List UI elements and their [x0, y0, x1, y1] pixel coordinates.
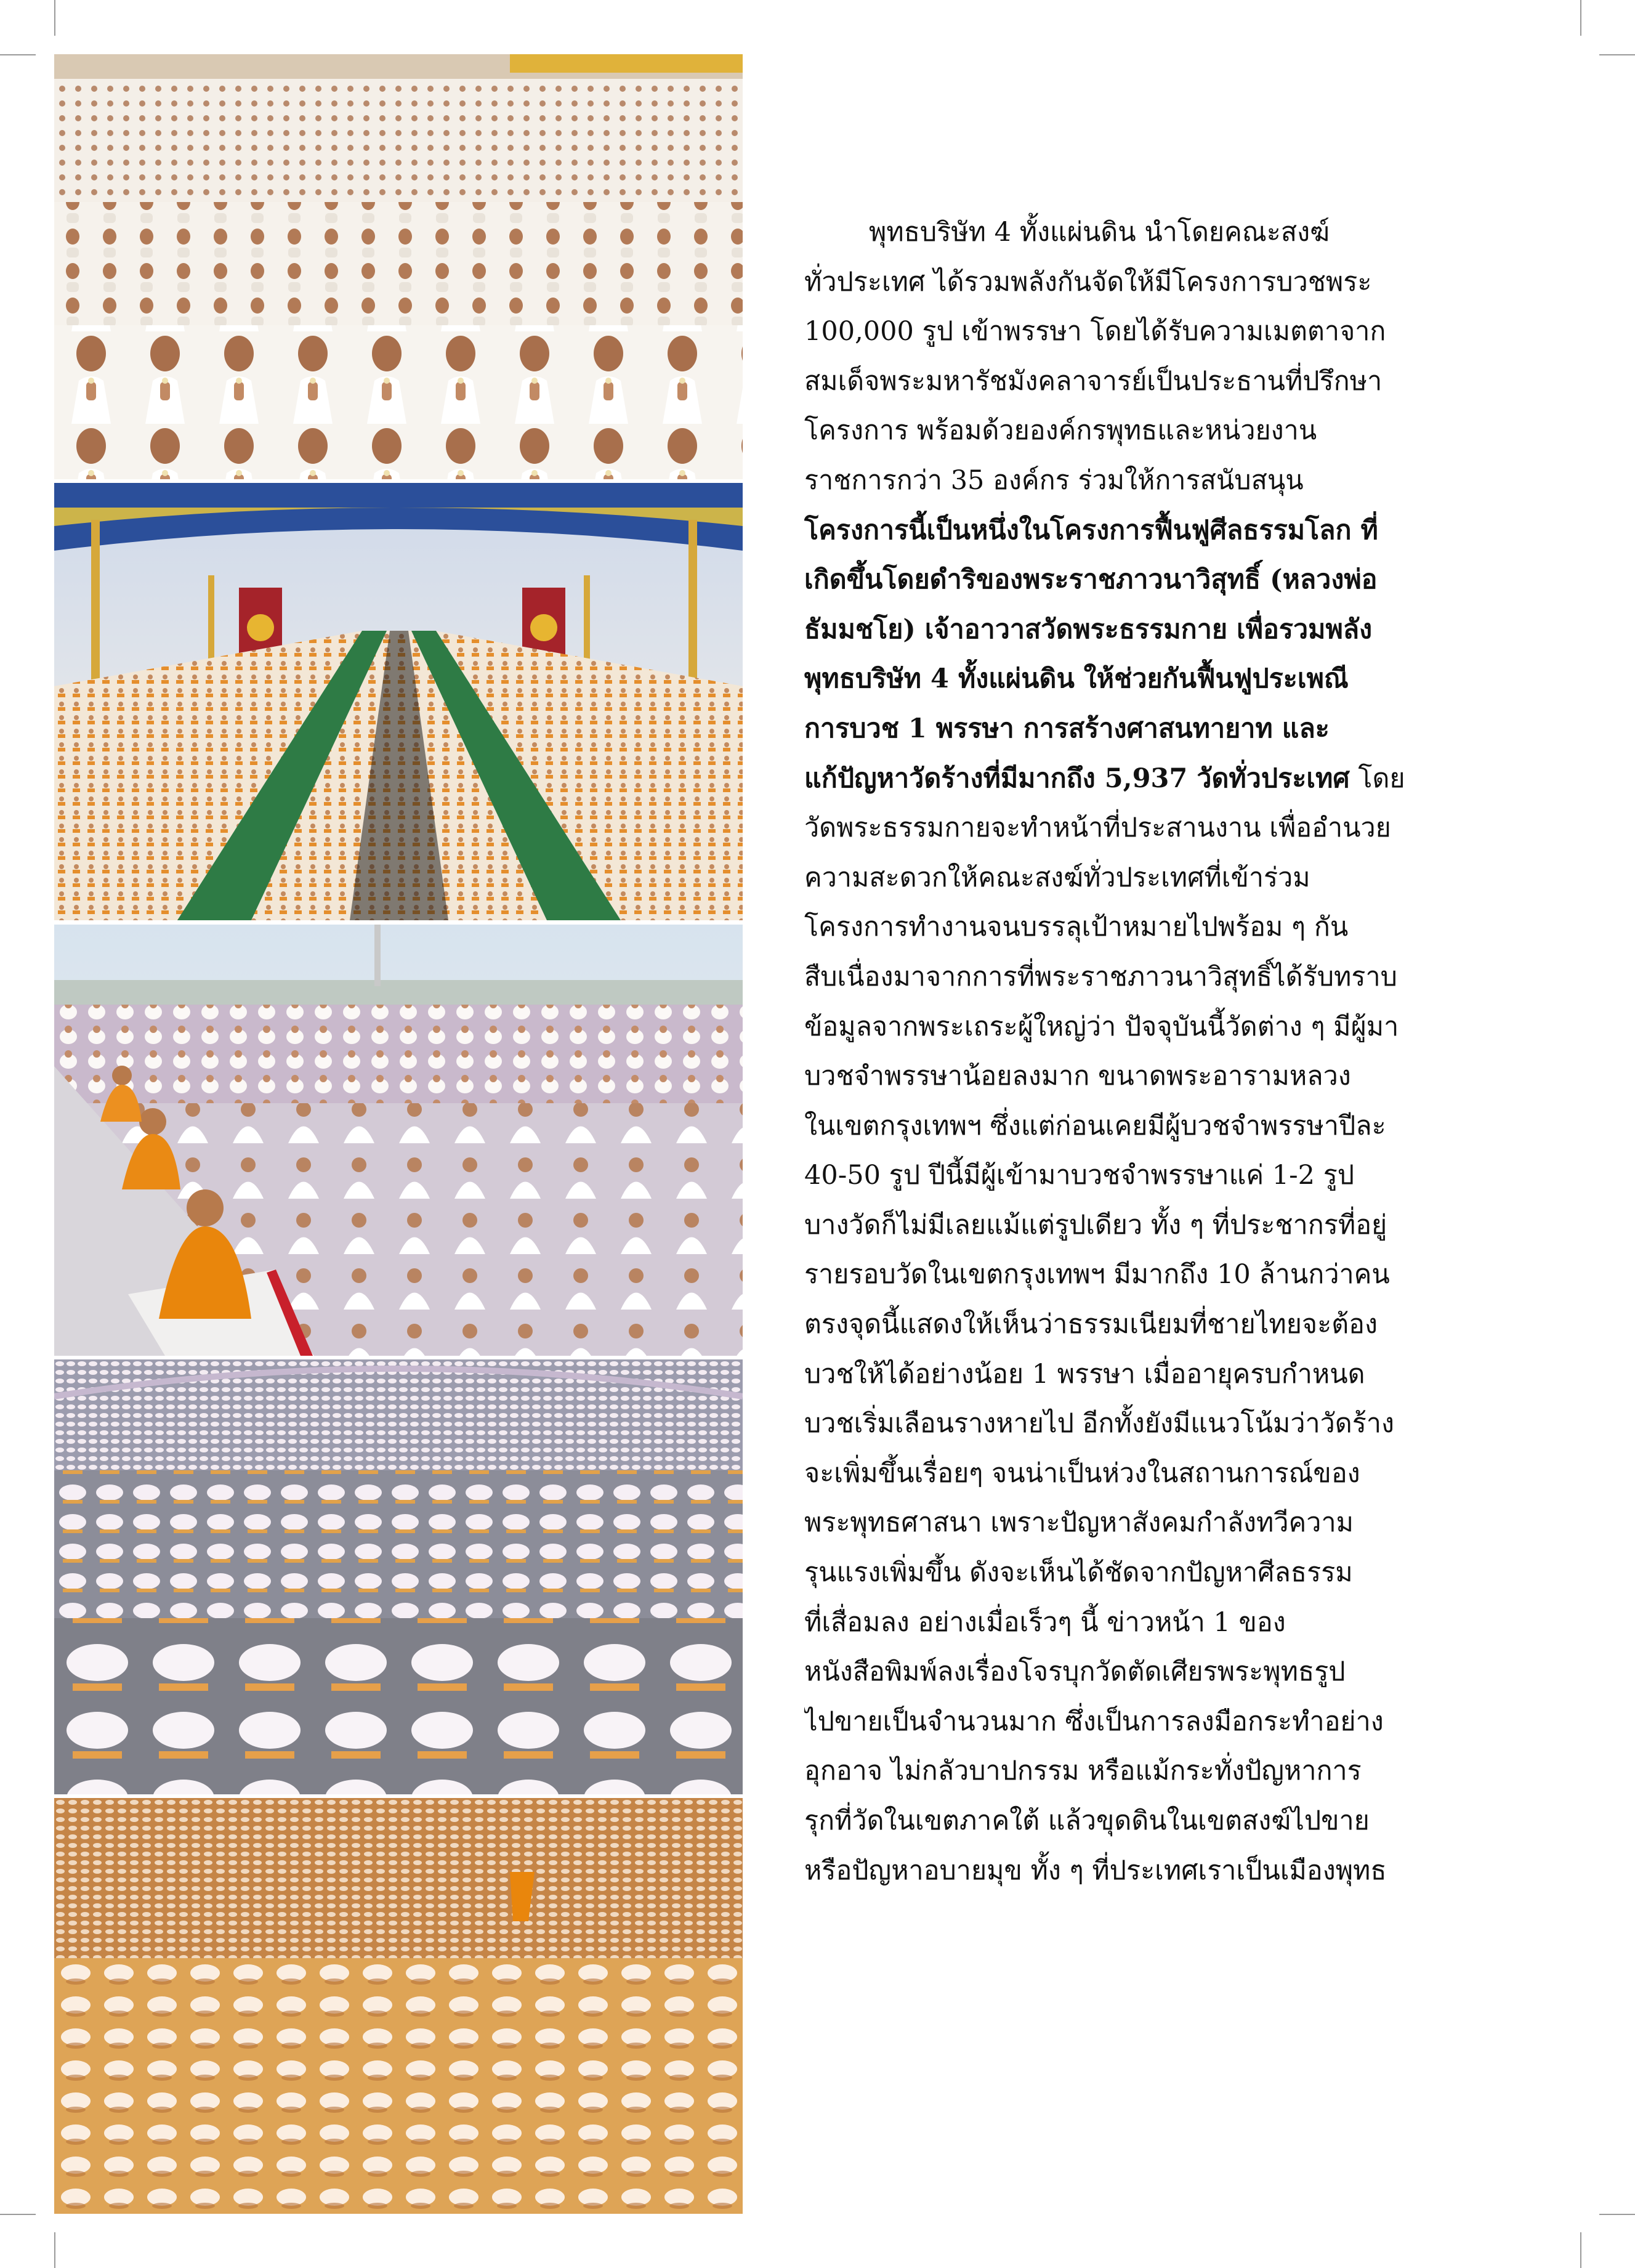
article-line [804, 654, 1458, 704]
article-line [804, 1399, 1458, 1449]
crop-mark-bottom-right-v [1580, 2232, 1581, 2268]
article-line-tail: โดย [1349, 763, 1405, 794]
article-line [804, 1449, 1458, 1499]
article-line-text: สมเด็จพระมหารัชมังคลาจารย์เป็นประธานที่ปรึกษา [804, 365, 1383, 397]
crop-mark-bottom-right-h [1599, 2214, 1635, 2215]
article-line [804, 1647, 1458, 1697]
article-line-text: 40-50 รูป ปีนี้มีผู้เข้ามาบวชจำพรรษาแค่ 1-2 รูป [804, 1160, 1355, 1191]
article-line [804, 1002, 1458, 1052]
article-line-text: โครงการ พร้อมด้วยองค์กรพุทธและหน่วยงาน [804, 415, 1317, 447]
article-line-text: ในเขตกรุงเทพฯ ซึ่งแต่ก่อนเคยมีผู้บวชจำพรรษาปีละ [804, 1110, 1386, 1141]
article-line-text: โครงการนี้เป็นหนึ่งในโครงการฟื้นฟูศีลธรรมโลก ที่ [804, 514, 1378, 546]
article-line-text: ธัมมชโย) เจ้าอาวาสวัดพระธรรมกาย เพื่อรวมพลัง [804, 614, 1373, 645]
article-line [804, 1846, 1458, 1896]
crop-mark-top-left-v [54, 0, 55, 36]
crop-mark-bottom-left-v [54, 2232, 55, 2268]
crop-mark-top-right-h [1599, 54, 1635, 55]
article-line [804, 1350, 1458, 1399]
article-line-text: ราชการกว่า 35 องค์กร ร่วมให้การสนับสนุน [804, 464, 1304, 496]
article-line-text: 100,000 รูป เข้าพรรษา โดยได้รับความเมตตาจาก [804, 316, 1386, 347]
photo-monk-and-kneeling-rows [54, 925, 743, 1356]
article-line [804, 902, 1458, 952]
article-line-text: บวชให้ได้อย่างน้อย 1 พรรษา เมื่ออายุครบกำหนด [804, 1358, 1365, 1390]
photo-sunset-prostrating [54, 1798, 743, 2214]
article-line-text: บวชเริ่มเลือนรางหายไป อีกทั้งยังมีแนวโน้มว่าวัดร้าง [804, 1408, 1394, 1440]
article-line [804, 952, 1458, 1002]
article-line-text: พุทธบริษัท 4 ทั้งแผ่นดิน ให้ช่วยกันฟื้นฟูประเพณี [804, 663, 1349, 695]
article-line [804, 605, 1458, 655]
article-line-text: พระพุทธศาสนา เพราะปัญหาสังคมกำลังทวีความ [804, 1507, 1354, 1539]
article-line [804, 853, 1458, 903]
article-line-text: หรือปัญหาอบายมุข ทั้ง ๆ ที่ประเทศเราเป็นเมืองพุทธ [804, 1855, 1387, 1886]
article-line-text: หนังสือพิมพ์ลงเรื่องโจรบุกวัดตัดเศียรพระพุทธรูป [804, 1656, 1346, 1688]
article-line [804, 1746, 1458, 1796]
article-line [804, 555, 1458, 605]
article-line [804, 754, 1458, 804]
article-line [804, 1598, 1458, 1648]
article-line-text: รุกที่วัดในเขตภาคใต้ แล้วขุดดินในเขตสงฆ์ไปขาย [804, 1805, 1370, 1836]
article-line [804, 257, 1458, 307]
article-line [804, 704, 1458, 754]
article-line [804, 1151, 1458, 1201]
article-line [804, 357, 1458, 407]
article-line-text: วัดพระธรรมกายจะทำหน้าที่ประสานงาน เพื่ออำนวย [804, 812, 1391, 844]
article-line [804, 803, 1458, 853]
article-line [804, 456, 1458, 506]
article-line-text: ไปขายเป็นจำนวนมาก ซึ่งเป็นการลงมือกระทำอย่าง [804, 1706, 1384, 1737]
article-line-text: ที่เสื่อมลง อย่างเมื่อเร็วๆ นี้ ข่าวหน้า 1 ของ [804, 1606, 1286, 1638]
article-line [804, 506, 1458, 556]
article-line [804, 307, 1458, 357]
article-line [804, 1300, 1458, 1350]
article-line [804, 1498, 1458, 1548]
crop-mark-bottom-left-h [0, 2214, 36, 2215]
article-line-text: ความสะดวกให้คณะสงฆ์ทั่วประเทศที่เข้าร่วม [804, 862, 1310, 893]
article-line-text: บวชจำพรรษาน้อยลงมาก ขนาดพระอารามหลวง [804, 1061, 1351, 1092]
article-line-text: บางวัดก็ไม่มีเลยแม้แต่รูปเดียว ทั้ง ๆ ที่ประชากรที่อยู่ [804, 1209, 1387, 1241]
article-line-text: ข้อมูลจากพระเถระผู้ใหญ่ว่า ปัจจุบันนี้วัดต่าง ๆ มีผู้มา [804, 1011, 1399, 1042]
article-line-text: โครงการทำงานจนบรรลุเป้าหมายไปพร้อม ๆ กัน [804, 912, 1349, 943]
photo-column [54, 54, 743, 2214]
article-line [804, 1697, 1458, 1747]
article-line-text: รุนแรงเพิ่มขึ้น ดังจะเห็นได้ชัดจากปัญหาศีลธรรม [804, 1557, 1353, 1589]
article-line [804, 1796, 1458, 1846]
article-line-text: ตรงจุดนี้แสดงให้เห็นว่าธรรมเนียมที่ชายไทยจะต้อง [804, 1309, 1378, 1340]
article-line-text: อุกอาจ ไม่กลัวบาปกรรม หรือแม้กระทั่งปัญหาการ [804, 1756, 1362, 1787]
article-line-text: ทั่วประเทศ ได้รวมพลังกันจัดให้มีโครงการบวชพระ [804, 266, 1372, 298]
crop-mark-top-left-h [0, 54, 36, 55]
article-line-text: จะเพิ่มขึ้นเรื่อยๆ จนน่าเป็นห่วงในสถานการณ์ของ [804, 1457, 1360, 1489]
photo-hall-rows [54, 483, 743, 920]
article-line-text: แก้ปัญหาวัดร้างที่มีมากถึง 5,937 วัดทั่วประเทศ [804, 763, 1350, 794]
article-line [804, 1051, 1458, 1101]
article-text [804, 208, 1458, 1895]
article-line [804, 1250, 1458, 1300]
photo-prostrating-arcs [54, 1359, 743, 1794]
article-line [804, 208, 1458, 257]
article-line-text: พุทธบริษัท 4 ทั้งแผ่นดิน นำโดยคณะสงฆ์ [869, 217, 1330, 248]
crop-mark-top-right-v [1580, 0, 1581, 36]
article-line-text: รายรอบวัดในเขตกรุงเทพฯ มีมากถึง 10 ล้านกว่าคน [804, 1259, 1390, 1290]
article-line-text: เกิดขึ้นโดยดำริของพระราชภาวนาวิสุทธิ์ (หลวงพ่อ [804, 564, 1378, 596]
article-line-text: การบวช 1 พรรษา การสร้างศาสนทายาท และ [804, 713, 1330, 744]
article-line [804, 1201, 1458, 1250]
photo-devotees-praying [54, 54, 743, 479]
article-line-text: สืบเนื่องมาจากการที่พระราชภาวนาวิสุทธิ์ได้รับทราบ [804, 961, 1397, 992]
article-line [804, 1101, 1458, 1151]
article-line [804, 406, 1458, 456]
article-line [804, 1548, 1458, 1598]
